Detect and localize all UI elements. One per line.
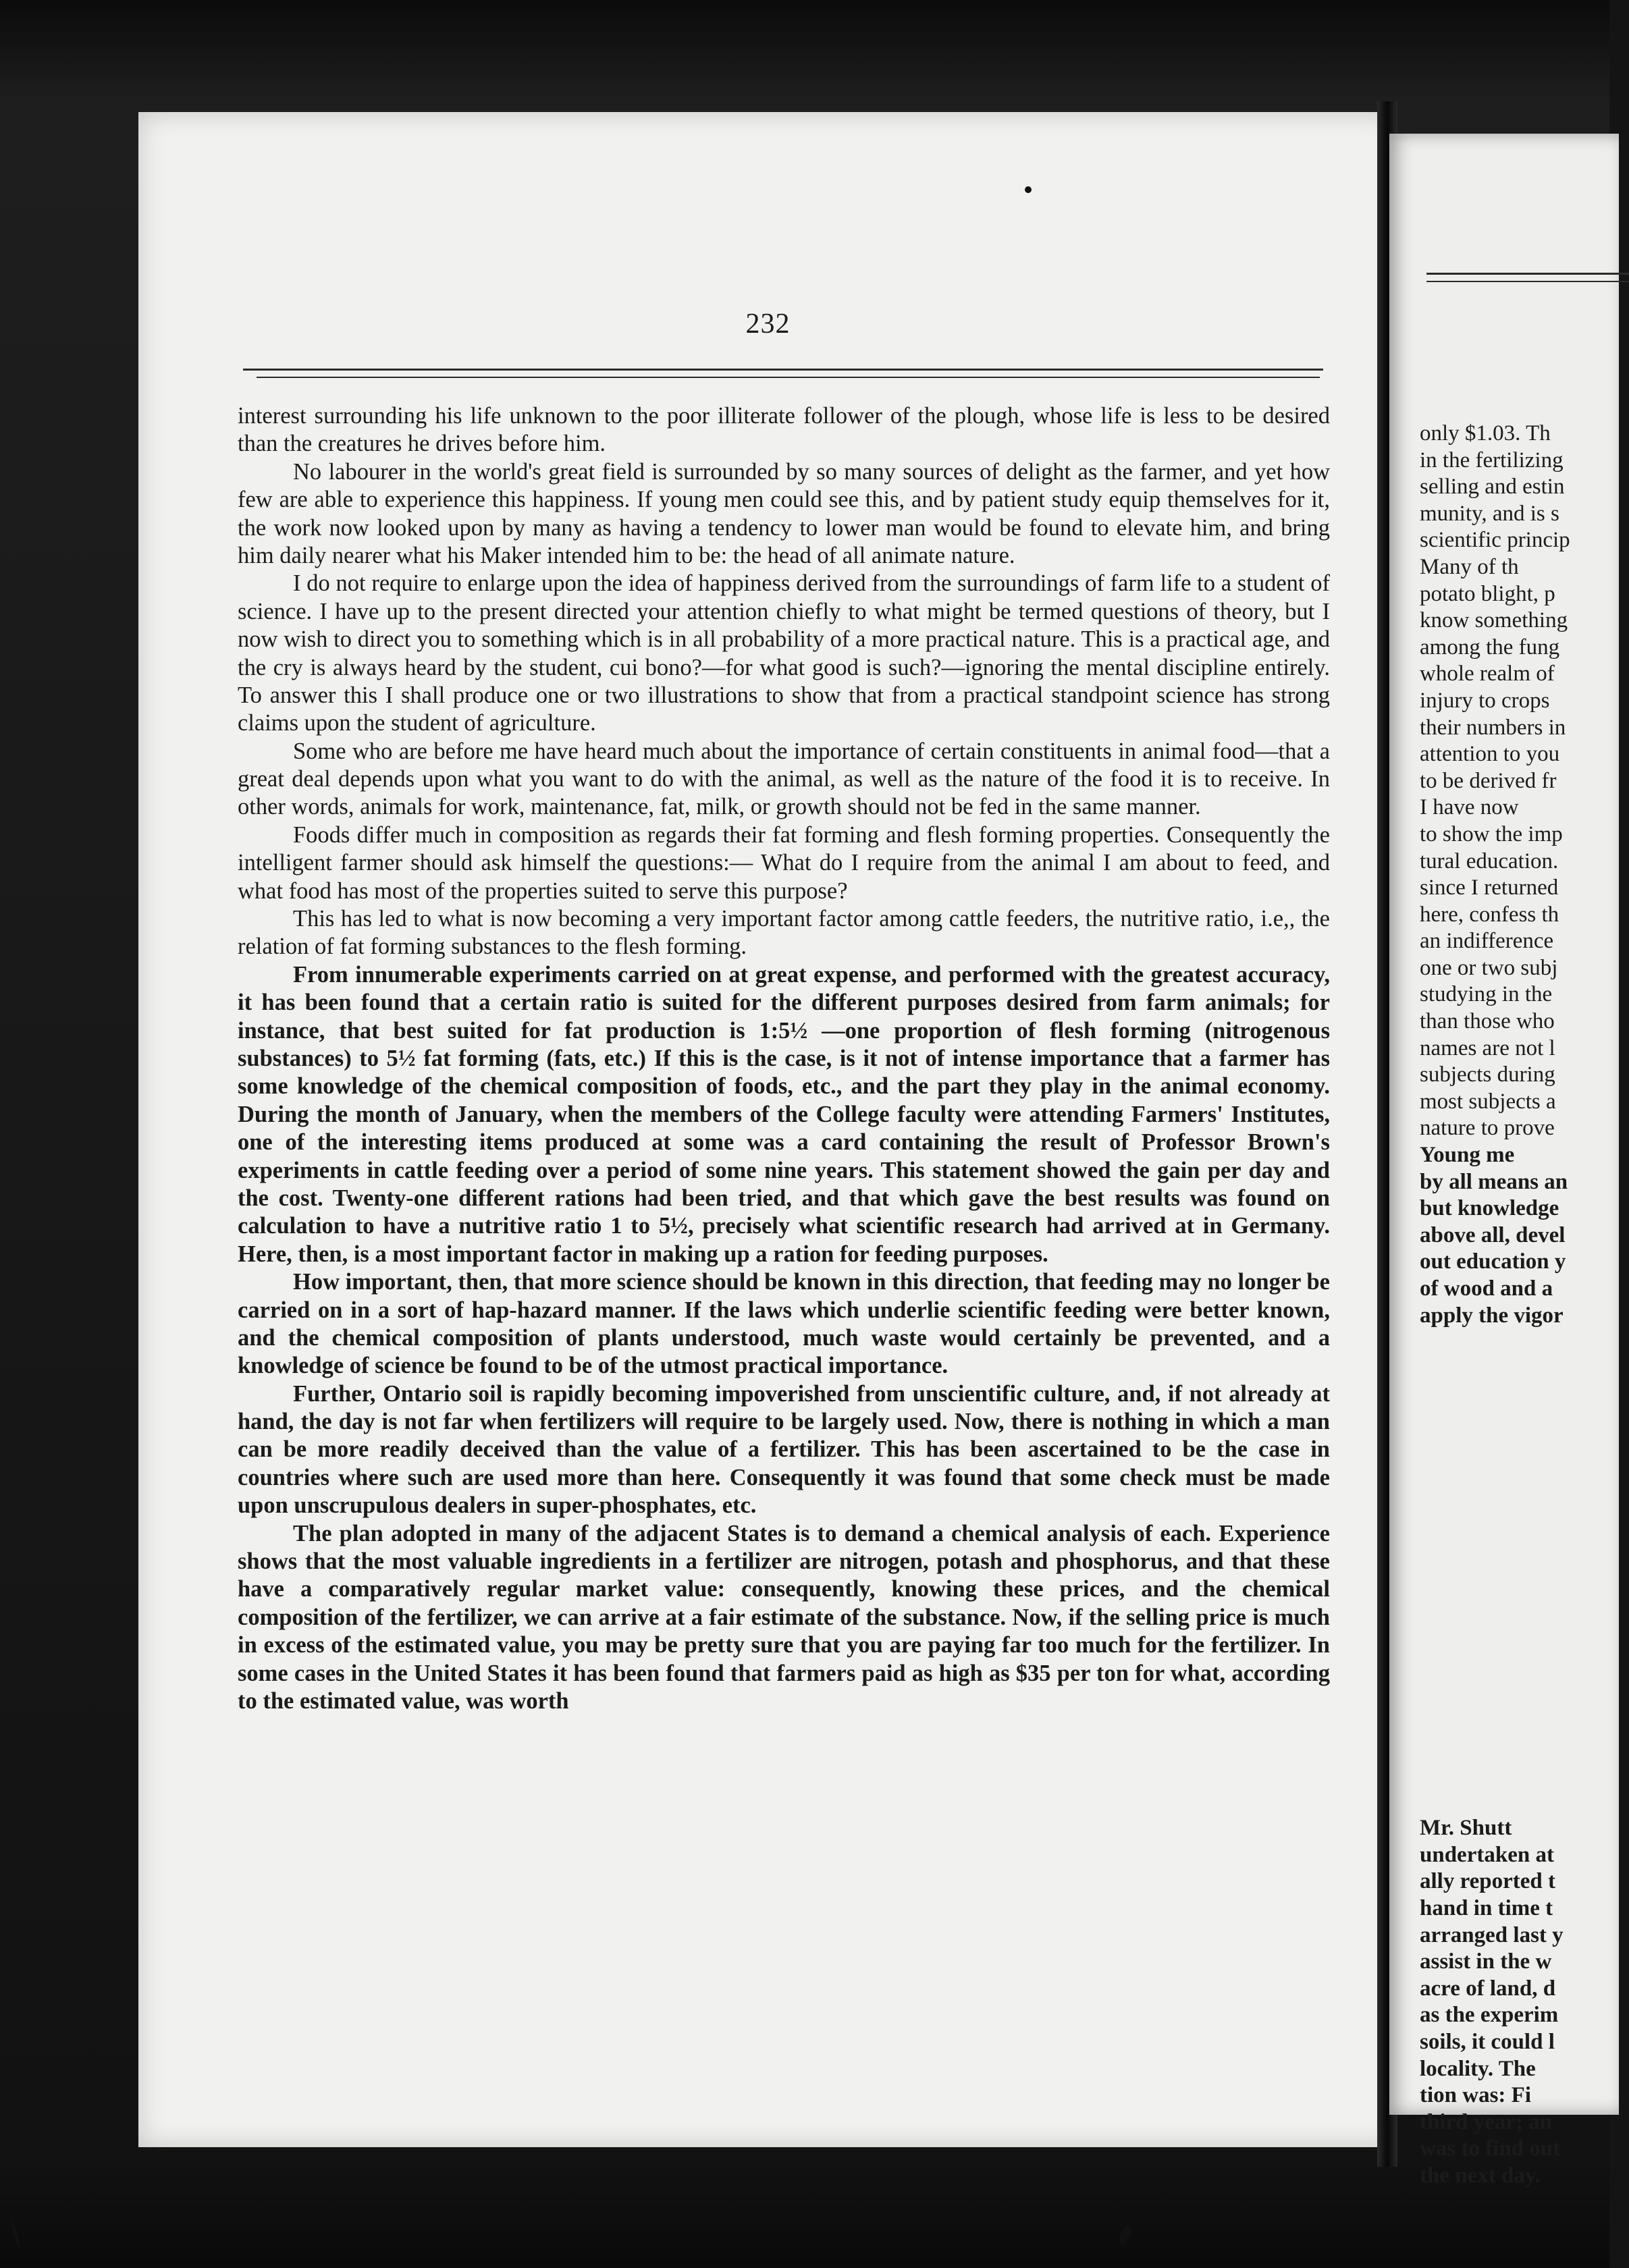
right-column-line: above all, devel: [1420, 1222, 1566, 1247]
right-column-line: out education y: [1420, 1249, 1566, 1274]
right-column-line: tural education.: [1420, 848, 1559, 873]
paragraph: Further, Ontario soil is rapidly becoming impoverished from unscientific culture, and, if not already at hand, the day is not far when fertilizers will require to be largely used. Now, there is nothing in which a man can be more readily deceived than the value of a fertilizer. This has been ascertained to be the case in countries where such are used more than here. Consequently it was found that some check must be made upon unscrupulous dealers in super-phosphates, etc.: [238, 1380, 1330, 1519]
paragraph: interest surrounding his life unknown to the poor illiterate follower of the plough, whose life is less to be desired than the creatures he drives before him.: [238, 403, 1330, 457]
left-page: [138, 112, 1397, 2147]
right-column-line: I have now: [1420, 795, 1519, 820]
right-column-line: names are not l: [1420, 1035, 1555, 1060]
right-column-line: attention to you: [1420, 742, 1560, 767]
right-column-line: here, confess th: [1420, 902, 1559, 927]
right-column-line: acre of land, d: [1420, 1976, 1556, 2001]
right-column-line: locality. The: [1420, 2056, 1536, 2081]
right-column-line: by all means an: [1420, 1169, 1568, 1194]
right-column-line: the next day.: [1420, 2163, 1541, 2188]
right-column-gap: [1420, 1329, 1622, 1815]
right-column-line: scientific princip: [1420, 528, 1570, 553]
right-column-line: as the experim: [1420, 2003, 1559, 2028]
body-text: [238, 402, 1330, 1715]
right-page-fragment: [1389, 134, 1619, 2188]
paragraph: No labourer in the world's great field is surrounded by so many sources of delight as the farmer, and yet how few are able to experience this happiness. If young men could see this, and by patient study equip themselves for it, the work now looked upon by many as having a tendency to lower man would be found to elevate him, and bring him daily nearer what his Maker intended him to be: the head of all animate nature.: [238, 458, 1330, 568]
right-column-line: only $1.03. Th: [1420, 421, 1551, 446]
right-column-line: undertaken at: [1420, 1842, 1554, 1867]
paragraph: Some who are before me have heard much about the importance of certain constituents in animal food—that a great deal depends upon what you want to do with the animal, as well as the nature of the food it is to receive. In other words, animals for work, maintenance, fat, milk, or growth should not be fed in the same manner.: [238, 738, 1330, 820]
right-column-line: one or two subj: [1420, 955, 1558, 980]
right-column-line: an indifference: [1420, 929, 1554, 954]
right-header-rule-thin: [1426, 281, 1629, 282]
header-rule-bottom: [257, 377, 1320, 378]
right-column-line: hand in time t: [1420, 1895, 1553, 1920]
right-column-line: injury to crops: [1420, 688, 1550, 713]
right-column-line: their numbers in: [1420, 715, 1566, 740]
paragraph: Foods differ much in composition as regards their fat forming and flesh forming properties. Consequently the intelligent farmer should ask himself the questions:— What do I require from the animal I am about to feed, and what food has most of the properties suited to serve this purpose?: [238, 821, 1330, 904]
right-column-text: [1420, 421, 1622, 2190]
right-column-line: whole realm of: [1420, 662, 1555, 686]
right-column-line: than those who: [1420, 1009, 1555, 1034]
right-column-line: subjects during: [1420, 1062, 1555, 1087]
right-column-line: know something: [1420, 608, 1568, 633]
right-column-line: arranged last y: [1420, 1922, 1564, 1947]
right-column-line: Mr. Shutt: [1420, 1816, 1512, 1841]
right-column-line: Young me: [1420, 1143, 1515, 1168]
right-column-line: tion was: Fi: [1420, 2083, 1531, 2108]
right-column-line: of wood and a: [1420, 1276, 1553, 1301]
right-column-line: munity, and is s: [1420, 501, 1559, 526]
paragraph: From innumerable experiments carried on at great expense, and performed with the greatest accuracy, it has been found that a certain ratio is suited for the different purposes desired from farm animals; for instance, that best suited for fat production is 1:5½ —one proportion of flesh forming (nitrogenous substances) to 5½ fat forming (fats, etc.) If this is the case, is it not of intense importance that a farmer has some knowledge of the chemical composition of foods, etc., and the part they play in the animal economy. During the month of January, when the members of the College faculty were attending Farmers' Institutes, one of the interesting items produced at some was a card containing the result of Professor Brown's experiments in cattle feeding over a period of some nine years. This statement showed the gain per day and the cost. Twenty-one different rations had been tried, and that which gave the best results was found on calculation to have a nutritive ratio 1 to 5½, precisely what scientific research had arrived at in Germany. Here, then, is a most important factor in making up a ration for feeding purposes.: [238, 961, 1330, 1267]
right-column-line: potato blight, p: [1420, 581, 1555, 606]
right-column-line: since I returned: [1420, 875, 1559, 900]
right-column-line: among the fung: [1420, 634, 1560, 659]
right-column-line: third year; an: [1420, 2109, 1553, 2134]
right-column-line: assist in the w: [1420, 1949, 1552, 1974]
paragraph: I do not require to enlarge upon the idea of happiness derived from the surroundings of farm life to a student of science. I have up to the present directed your attention chiefly to what might be termed questions of theory, but I now wish to direct you to something which is in all probability of a more practical nature. This is a practical age, and the cry is always heard by the student, cui bono?—for what good is such?—ignoring the mental discipline entirely. To answer this I shall produce one or two illustrations to show that from a practical standpoint science has strong claims upon the student of agriculture.: [238, 570, 1330, 736]
paragraph: The plan adopted in many of the adjacent States is to demand a chemical analysis of each. Experience shows that the most valuable ingredients in a fertilizer are nitrogen, potash and phosphorus, and that these have a comparatively regular market value: consequently, knowing these prices, and the chemical composition of the fertilizer, we can arrive at a fair estimate of the substance. Now, if the selling price is much in excess of the estimated value, you may be pretty sure that you are paying far too much for the fertilizer. In some cases in the United States it has been found that farmers paid as high as $35 per ton for what, according to the estimated value, was worth: [238, 1520, 1330, 1714]
page-number: 232: [745, 308, 791, 340]
right-column-line: selling and estin: [1420, 475, 1565, 500]
right-header-rule: [1426, 273, 1629, 275]
right-column-line: was to find out: [1420, 2136, 1561, 2161]
right-column-line: in the fertilizing: [1420, 448, 1564, 473]
right-column-line: most subjects a: [1420, 1089, 1556, 1114]
right-column-line: nature to prove: [1420, 1116, 1555, 1141]
scan-speck: [1025, 186, 1032, 193]
right-column-line: ally reported t: [1420, 1869, 1556, 1894]
right-column-line: apply the vigor: [1420, 1303, 1564, 1328]
paragraph: This has led to what is now becoming a very important factor among cattle feeders, the nutritive ratio, i.e,, the relation of fat forming substances to the flesh forming.: [238, 906, 1330, 960]
header-rule-top: [243, 369, 1323, 371]
right-column-line: Many of th: [1420, 554, 1519, 579]
right-column-line: to show the imp: [1420, 821, 1563, 846]
right-column-line: studying in the: [1420, 982, 1553, 1007]
right-column-line: to be derived fr: [1420, 768, 1557, 793]
right-column-line: soils, it could l: [1420, 2029, 1555, 2054]
right-column-line: but knowledge: [1420, 1196, 1559, 1221]
paragraph: How important, then, that more science should be known in this direction, that feeding may no longer be carried on in a sort of hap-hazard manner. If the laws which underlie scientific feeding were better known, and the chemical composition of plants understood, much waste would certainly be prevented, and a knowledge of science be found to be of the utmost practical importance.: [238, 1269, 1330, 1379]
